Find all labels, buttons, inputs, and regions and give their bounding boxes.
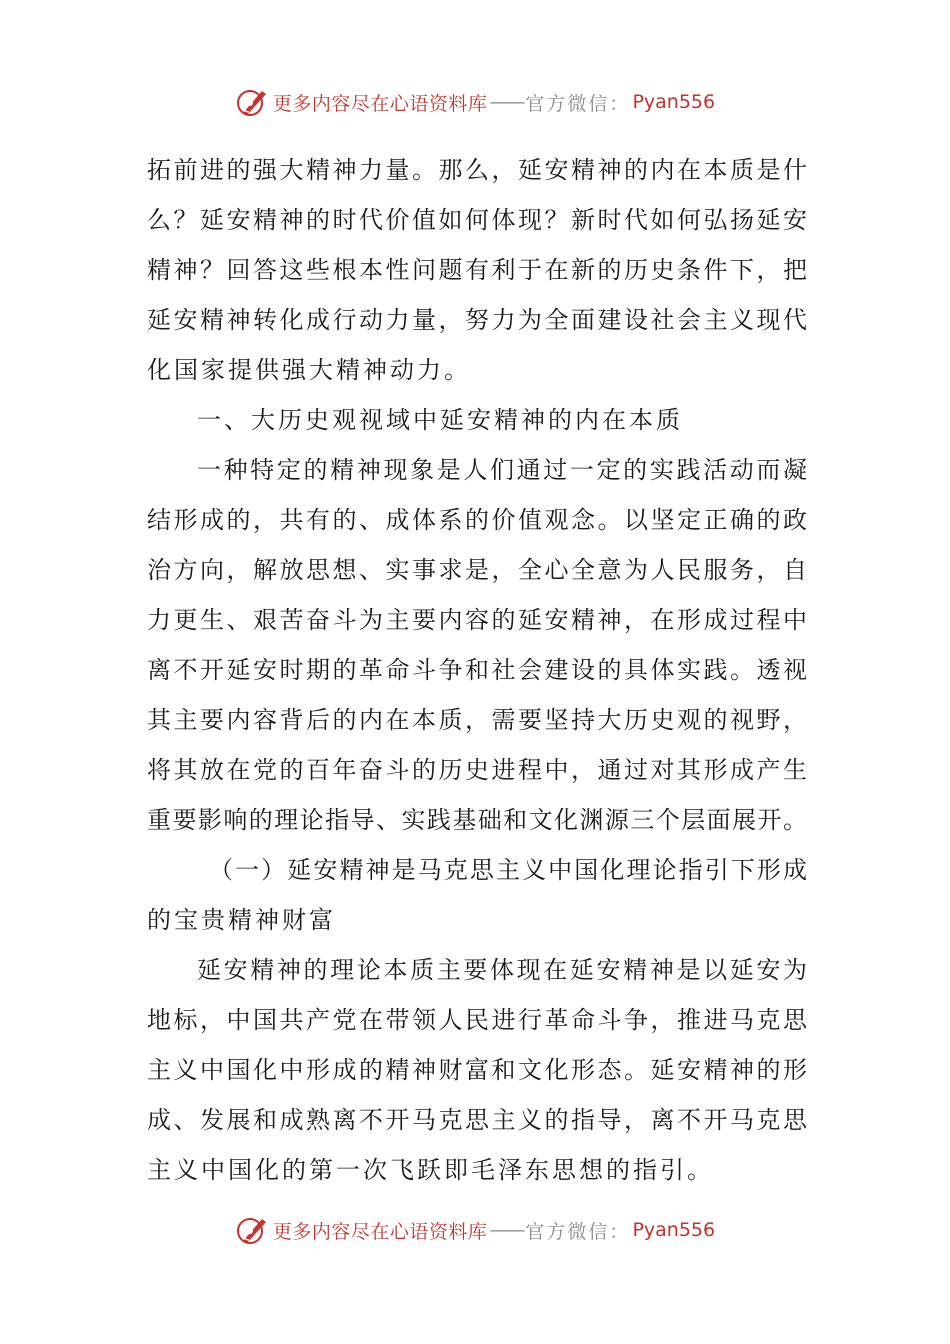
watermark-footer [0,1210,950,1250]
quill-pen-logo-icon [235,85,269,119]
text-line: 力更生、艰苦奋斗为主要内容的延安精神，在形成过程中 [147,606,807,634]
subsection-heading: （一）延安精神是马克思主义中国化理论指引下形成 [209,856,807,884]
text-line: 治方向，解放思想、实事求是，全心全意为人民服务，自 [147,556,807,584]
text-line: 离不开延安时期的革命斗争和社会建设的具体实践。透视 [147,656,807,684]
watermark-brand-text: 更多内容尽在心语资料库 [272,92,488,115]
watermark-wechat-id: Pyan556 [632,1219,716,1241]
text-line: 地标，中国共产党在带领人民进行革命斗争，推进马克思 [147,1006,807,1034]
watermark-brand-text: 更多内容尽在心语资料库 [272,1220,488,1243]
text-line: 延安精神的理论本质主要体现在延安精神是以延安为 [197,956,807,984]
text-line: 么？延安精神的时代价值如何体现？新时代如何弘扬延安 [147,206,807,234]
watermark-dash: —— [489,91,524,113]
text-line: 成、发展和成熟离不开马克思主义的指导，离不开马克思 [147,1106,807,1134]
text-line: 重要影响的理论指导、实践基础和文化渊源三个层面展开。 [147,806,807,834]
text-line: 拓前进的强大精神力量。那么，延安精神的内在本质是什 [147,156,807,184]
text-line: 结形成的，共有的、成体系的价值观念。以坚定正确的政 [147,506,807,534]
watermark-header [0,82,950,122]
subsection-heading-continued: 的宝贵精神财富 [147,906,336,934]
document-body [147,145,807,1195]
text-line: 主义中国化的第一次飞跃即毛泽东思想的指引。 [147,1156,714,1184]
text-line: 将其放在党的百年奋斗的历史进程中，通过对其形成产生 [147,756,807,784]
quill-pen-logo-icon [235,1213,269,1247]
section-heading: 一、大历史观视域中延安精神的内在本质 [197,406,683,434]
text-line: 精神？回答这些根本性问题有利于在新的历史条件下，把 [147,256,807,284]
watermark-wechat-id: Pyan556 [632,91,716,113]
text-line: 主义中国化中形成的精神财富和文化形态。延安精神的形 [147,1056,807,1084]
watermark-dash: —— [489,1219,524,1241]
text-line: 延安精神转化成行动力量，努力为全面建设社会主义现代 [147,306,807,334]
text-line: 化国家提供强大精神动力。 [147,356,471,384]
watermark-official-label: 官方微信： [525,1220,631,1243]
watermark-official-label: 官方微信： [525,92,631,115]
text-line: 其主要内容背后的内在本质，需要坚持大历史观的视野， [147,706,807,734]
text-line: 一种特定的精神现象是人们通过一定的实践活动而凝 [197,456,807,484]
